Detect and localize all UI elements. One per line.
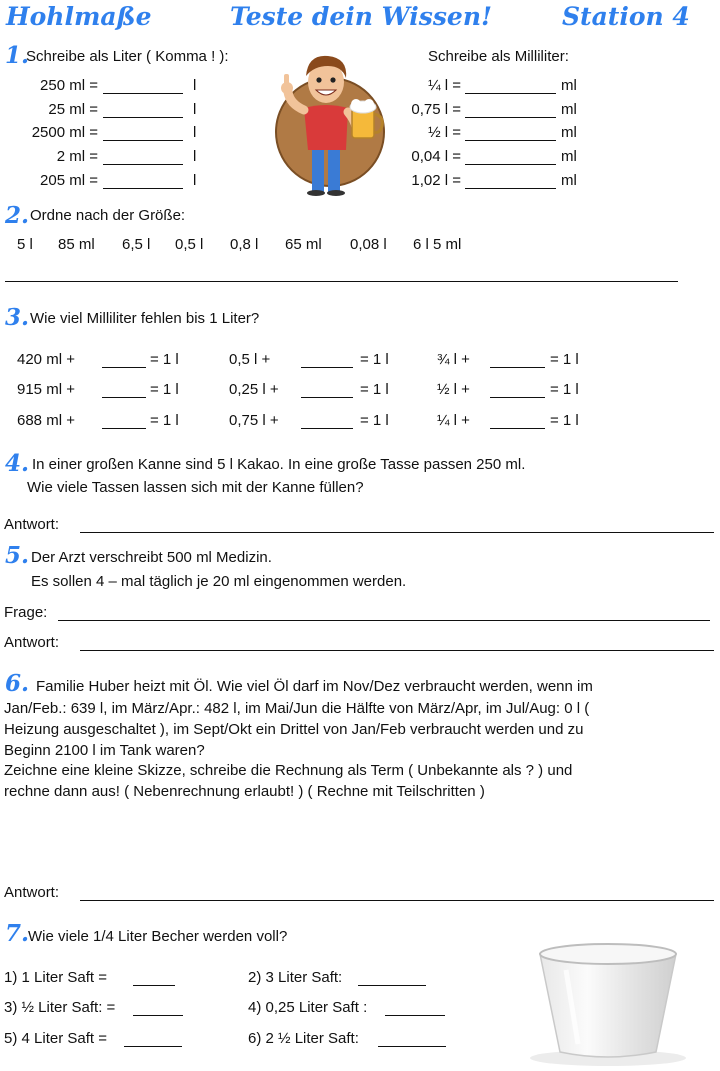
left-row-label: 25 ml = [48, 101, 98, 118]
order-item: 0,5 l [175, 236, 204, 253]
answer-blank[interactable] [103, 140, 183, 141]
cup-question: 1) 1 Liter Saft = [4, 969, 107, 986]
unit-label: ml [561, 148, 577, 165]
missing-expression: 688 ml + [17, 412, 75, 429]
answer-line[interactable] [80, 650, 714, 651]
missing-expression: 0,75 l + [229, 412, 279, 429]
header-title: Teste dein Wissen! [230, 2, 492, 31]
header-station: Station 4 [562, 2, 690, 31]
cup-question: 5) 4 Liter Saft = [4, 1030, 107, 1047]
answer-blank[interactable] [490, 367, 545, 368]
equals-label: = 1 l [550, 381, 579, 398]
question-label: Frage: [4, 604, 48, 621]
answer-blank[interactable] [465, 188, 556, 189]
section-1-title-right: Schreibe als Milliliter: [428, 48, 569, 65]
answer-blank[interactable] [490, 428, 545, 429]
answer-blank[interactable] [124, 1046, 182, 1047]
answer-blank[interactable] [133, 1015, 183, 1016]
order-item: 6,5 l [122, 236, 151, 253]
answer-blank[interactable] [102, 428, 146, 429]
section-2-title: Ordne nach der Größe: [30, 207, 186, 224]
answer-blank[interactable] [465, 164, 556, 165]
answer-line[interactable] [80, 900, 714, 901]
equals-label: = 1 l [550, 412, 579, 429]
order-answer-line[interactable] [5, 281, 678, 282]
section-6-text-line-3: Heizung ausgeschaltet ), im Sept/Okt ein Drittel von Jan/Feb verbraucht werden und zu [4, 721, 584, 738]
answer-blank[interactable] [103, 188, 183, 189]
section-4-number: 4. [5, 450, 30, 477]
unit-label: l [193, 101, 197, 118]
answer-blank[interactable] [385, 1015, 445, 1016]
answer-label: Antwort: [4, 884, 60, 901]
cartoon-man-with-beer-illustration [272, 44, 392, 196]
right-row-label: ¼ l = [428, 77, 461, 94]
unit-label: ml [561, 124, 577, 141]
order-item: 85 ml [58, 236, 95, 253]
unit-label: ml [561, 77, 577, 94]
section-7-title: Wie viele 1/4 Liter Becher werden voll? [28, 928, 288, 945]
cup-question: 2) 3 Liter Saft: [248, 969, 343, 986]
section-4-text-line-1: In einer großen Kanne sind 5 l Kakao. In eine große Tasse passen 250 ml. [32, 456, 526, 473]
answer-blank[interactable] [490, 397, 545, 398]
equals-label: = 1 l [550, 351, 579, 368]
answer-blank[interactable] [102, 367, 146, 368]
question-line[interactable] [58, 620, 710, 621]
section-3-title: Wie viel Milliliter fehlen bis 1 Liter? [30, 310, 260, 327]
equals-label: = 1 l [150, 381, 179, 398]
order-item: 0,8 l [230, 236, 259, 253]
order-item: 65 ml [285, 236, 322, 253]
answer-blank[interactable] [465, 93, 556, 94]
section-5-text-line-2: Es sollen 4 – mal täglich je 20 ml eingenommen werden. [31, 573, 407, 590]
missing-expression: 915 ml + [17, 381, 75, 398]
left-row-label: 2 ml = [56, 148, 98, 165]
unit-label: l [193, 172, 197, 189]
section-1-number: 1. [5, 42, 30, 69]
plastic-cup-illustration [520, 940, 695, 1068]
header-topic: Hohlmaße [6, 2, 152, 31]
section-4-text-line-2: Wie viele Tassen lassen sich mit der Kanne füllen? [27, 479, 364, 496]
answer-label: Antwort: [4, 634, 60, 651]
section-6-text-line-5: Zeichne eine kleine Skizze, schreibe die Rechnung als Term ( Unbekannte als ? ) und [4, 762, 573, 779]
section-6-text-line-6: rechne dann aus! ( Nebenrechnung erlaubt! ) ( Rechne mit Teilschritten ) [4, 783, 485, 800]
section-5-number: 5. [5, 542, 30, 569]
answer-blank[interactable] [378, 1046, 446, 1047]
answer-blank[interactable] [465, 117, 556, 118]
equals-label: = 1 l [360, 381, 389, 398]
answer-blank[interactable] [301, 367, 353, 368]
missing-expression: 0,25 l + [229, 381, 279, 398]
equals-label: = 1 l [360, 351, 389, 368]
right-row-label: 1,02 l = [411, 172, 461, 189]
unit-label: l [193, 148, 197, 165]
right-row-label: ½ l = [428, 124, 461, 141]
missing-expression: ¼ l + [437, 412, 470, 429]
section-6-text-line-2: Jan/Feb.: 639 l, im März/Apr.: 482 l, im Mai/Jun die Hälfte von März/Apr, im Jul/Aug: 0 l ( [4, 700, 590, 717]
right-row-label: 0,75 l = [411, 101, 461, 118]
cup-question: 4) 0,25 Liter Saft : [248, 999, 368, 1016]
left-row-label: 2500 ml = [31, 124, 98, 141]
section-6-text-line-4: Beginn 2100 l im Tank waren? [4, 742, 205, 759]
section-2-number: 2. [5, 202, 30, 229]
left-row-label: 205 ml = [40, 172, 98, 189]
answer-blank[interactable] [103, 164, 183, 165]
answer-blank[interactable] [103, 93, 183, 94]
answer-label: Antwort: [4, 516, 60, 533]
section-6-number: 6. [5, 670, 30, 697]
answer-line[interactable] [80, 532, 714, 533]
answer-blank[interactable] [133, 985, 175, 986]
missing-expression: ½ l + [437, 381, 470, 398]
order-item: 6 l 5 ml [413, 236, 462, 253]
answer-blank[interactable] [301, 397, 353, 398]
unit-label: l [193, 124, 197, 141]
answer-blank[interactable] [102, 397, 146, 398]
equals-label: = 1 l [360, 412, 389, 429]
section-7-number: 7. [5, 920, 30, 947]
missing-expression: 420 ml + [17, 351, 75, 368]
missing-expression: 0,5 l + [229, 351, 271, 368]
answer-blank[interactable] [301, 428, 353, 429]
unit-label: ml [561, 101, 577, 118]
section-6-text-line-1: Familie Huber heizt mit Öl. Wie viel Öl darf im Nov/Dez verbraucht werden, wenn im [36, 678, 593, 695]
order-item: 5 l [17, 236, 33, 253]
answer-blank[interactable] [465, 140, 556, 141]
answer-blank[interactable] [103, 117, 183, 118]
unit-label: l [193, 77, 197, 94]
answer-blank[interactable] [358, 985, 426, 986]
section-5-text-line-1: Der Arzt verschreibt 500 ml Medizin. [31, 549, 272, 566]
unit-label: ml [561, 172, 577, 189]
cup-question: 6) 2 ½ Liter Saft: [248, 1030, 359, 1047]
left-row-label: 250 ml = [40, 77, 98, 94]
order-item: 0,08 l [350, 236, 387, 253]
section-1-title-left: Schreibe als Liter ( Komma ! ): [26, 48, 229, 65]
cup-question: 3) ½ Liter Saft: = [4, 999, 116, 1016]
equals-label: = 1 l [150, 412, 179, 429]
right-row-label: 0,04 l = [411, 148, 461, 165]
section-3-number: 3. [5, 304, 30, 331]
missing-expression: ¾ l + [437, 351, 470, 368]
equals-label: = 1 l [150, 351, 179, 368]
